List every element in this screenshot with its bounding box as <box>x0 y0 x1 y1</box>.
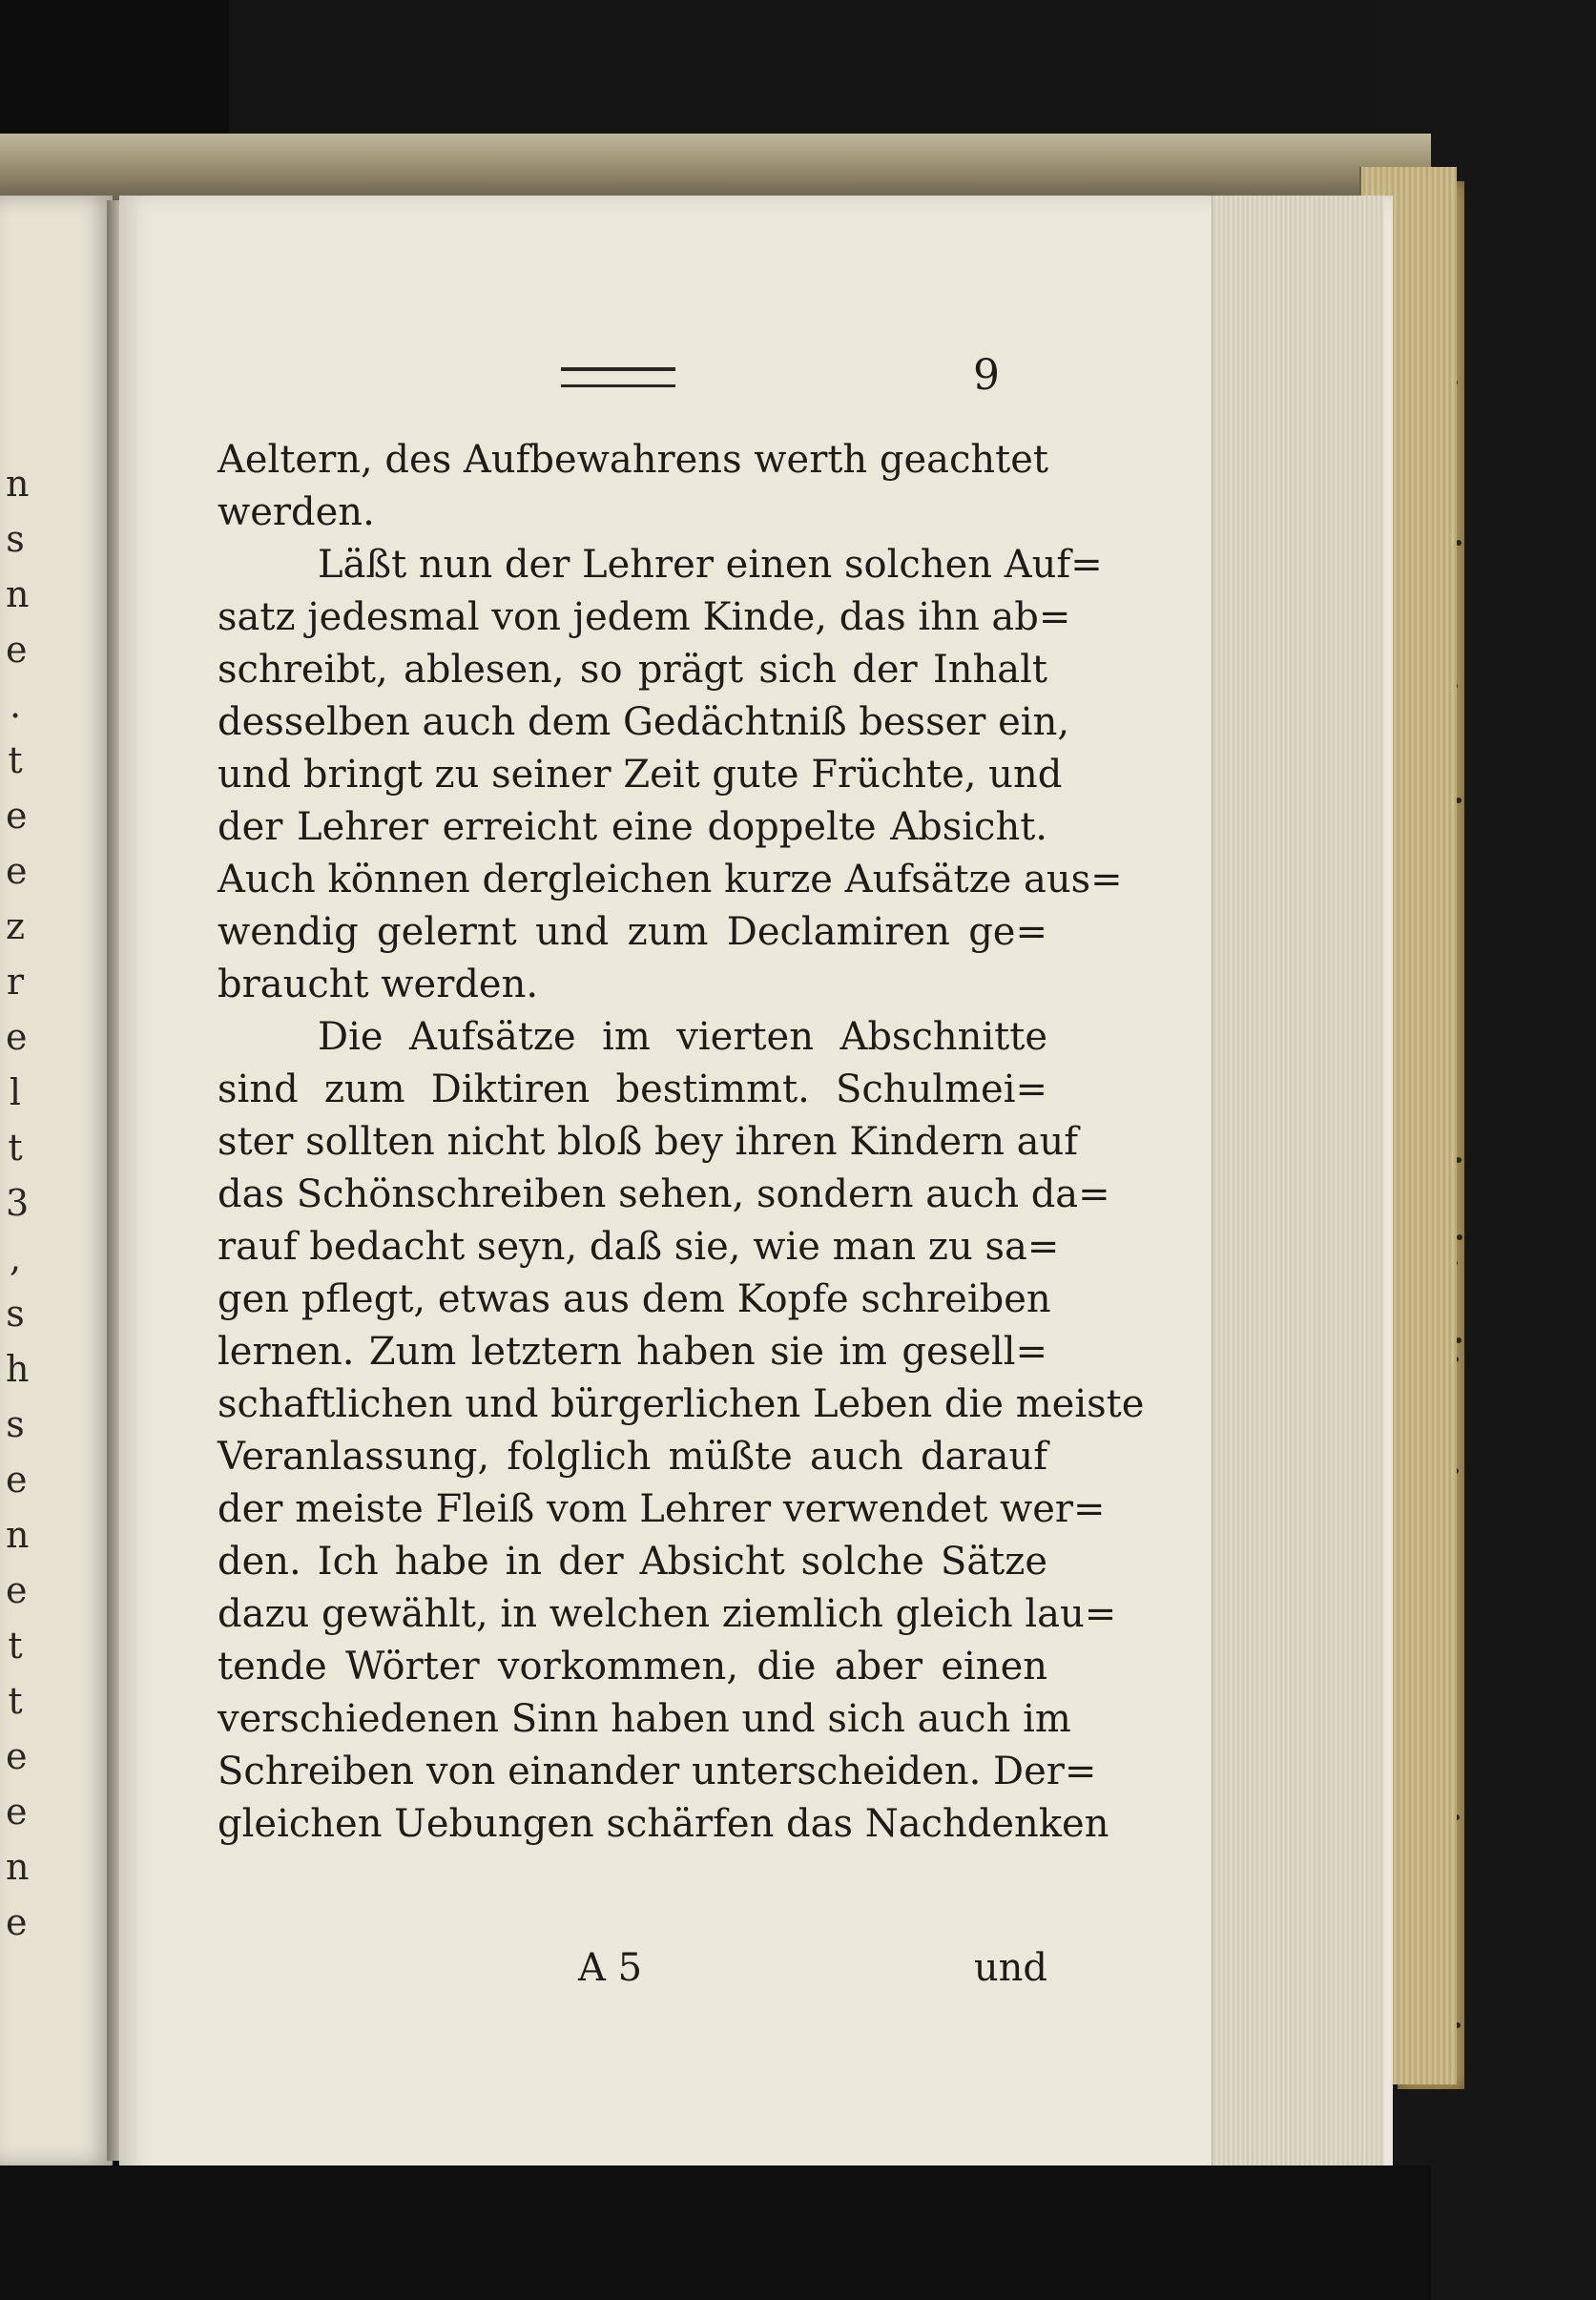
previous-page-fragment: z <box>6 905 26 947</box>
previous-page-fragment: e <box>6 1459 28 1501</box>
text-line: desselben auch dem Gedächtniß besser ein, <box>218 700 1070 744</box>
text-line: Veranlassung, folglich müßte auch darauf <box>218 1435 1047 1479</box>
text-line: Läßt nun der Lehrer einen solchen Auf= <box>318 543 1103 587</box>
cover-speck <box>1457 1234 1462 1240</box>
bottom-background <box>0 2165 1431 2300</box>
text-line: sind zum Diktiren bestimmt. Schulmei= <box>218 1067 1047 1111</box>
previous-page-fragment: n <box>6 463 30 505</box>
text-line: lernen. Zum letztern haben sie im gesell= <box>218 1330 1047 1374</box>
previous-page-fragment: . <box>9 684 22 726</box>
text-line: tende Wörter vorkommen, die aber einen <box>218 1645 1047 1689</box>
previous-page-fragment: t <box>8 739 23 781</box>
body-text <box>218 434 1145 1851</box>
text-line: der meiste Fleiß vom Lehrer verwendet wer= <box>218 1487 1106 1531</box>
page-number: 9 <box>973 351 1000 400</box>
text-line: gleichen Uebungen schärfen das Nachdenken <box>218 1802 1109 1846</box>
text-line: Schreiben von einander unterscheiden. Der= <box>218 1750 1097 1793</box>
previous-page-fragment: n <box>6 573 30 615</box>
previous-page-fragment: s <box>6 1403 25 1445</box>
previous-page-fragment: t <box>8 1625 23 1667</box>
previous-page-fragment: e <box>6 1791 28 1833</box>
catchword: und <box>973 1946 1047 1990</box>
text-line: satz jedesmal von jedem Kinde, das ihn ab= <box>218 595 1071 639</box>
text-line: und bringt zu seiner Zeit gute Früchte, und <box>218 753 1063 797</box>
previous-page-fragment: e <box>6 1901 28 1943</box>
previous-page-fragment: e <box>6 629 28 671</box>
previous-page-fragment: , <box>9 1237 22 1279</box>
text-line: der Lehrer erreicht eine doppelte Absicht. <box>218 805 1047 849</box>
previous-page-fragment: s <box>6 1293 25 1335</box>
previous-page-edge <box>0 196 113 2165</box>
previous-page-fragment: t <box>8 1127 23 1169</box>
previous-page-fragment: l <box>9 1071 22 1113</box>
text-line: gen pflegt, etwas aus dem Kopfe schreiben <box>218 1277 1051 1321</box>
previous-page-fragment: e <box>6 1016 28 1058</box>
previous-page-fragment: r <box>6 961 25 1003</box>
page-edges <box>1212 196 1384 2170</box>
text-line: dazu gewählt, in welchen ziemlich gleich lau= <box>218 1592 1117 1636</box>
text-line: Die Aufsätze im vierten Abschnitte <box>318 1015 1047 1059</box>
text-line: Auch können dergleichen kurze Aufsätze aus= <box>218 858 1123 901</box>
text-line: werden. <box>218 490 375 534</box>
text-line: verschiedenen Sinn haben und sich auch im <box>218 1697 1071 1741</box>
text-line: ster sollten nicht bloß bey ihren Kindern auf <box>218 1120 1079 1164</box>
previous-page-fragment: e <box>6 850 28 892</box>
previous-page-fragment: n <box>6 1514 30 1556</box>
text-line: braucht werden. <box>218 963 539 1006</box>
text-line: rauf bedacht seyn, daß sie, wie man zu sa= <box>218 1225 1060 1269</box>
previous-page-fragment: t <box>8 1680 23 1722</box>
header-rule <box>561 367 675 387</box>
text-line: das Schönschreiben sehen, sondern auch da= <box>218 1172 1110 1216</box>
previous-page-fragment: e <box>6 1569 28 1611</box>
page-footer <box>218 1946 1047 2003</box>
signature-mark: A 5 <box>578 1946 643 1990</box>
previous-page-fragment: e <box>6 1735 28 1777</box>
text-line: schreibt, ablesen, so prägt sich der Inhalt <box>218 648 1047 692</box>
text-line: Aeltern, des Aufbewahrens werth geachtet <box>218 438 1048 482</box>
previous-page-fragment: e <box>6 795 28 837</box>
previous-page-fragment: h <box>6 1348 30 1390</box>
previous-page-fragment: s <box>6 518 25 560</box>
previous-page-fragment: n <box>6 1846 30 1888</box>
previous-page-fragment: 3 <box>6 1182 30 1224</box>
text-line: wendig gelernt und zum Declamiren ge= <box>218 910 1047 954</box>
text-line: schaftlichen und bürgerlichen Leben die meiste <box>218 1382 1145 1426</box>
text-line: den. Ich habe in der Absicht solche Sätze <box>218 1540 1047 1584</box>
